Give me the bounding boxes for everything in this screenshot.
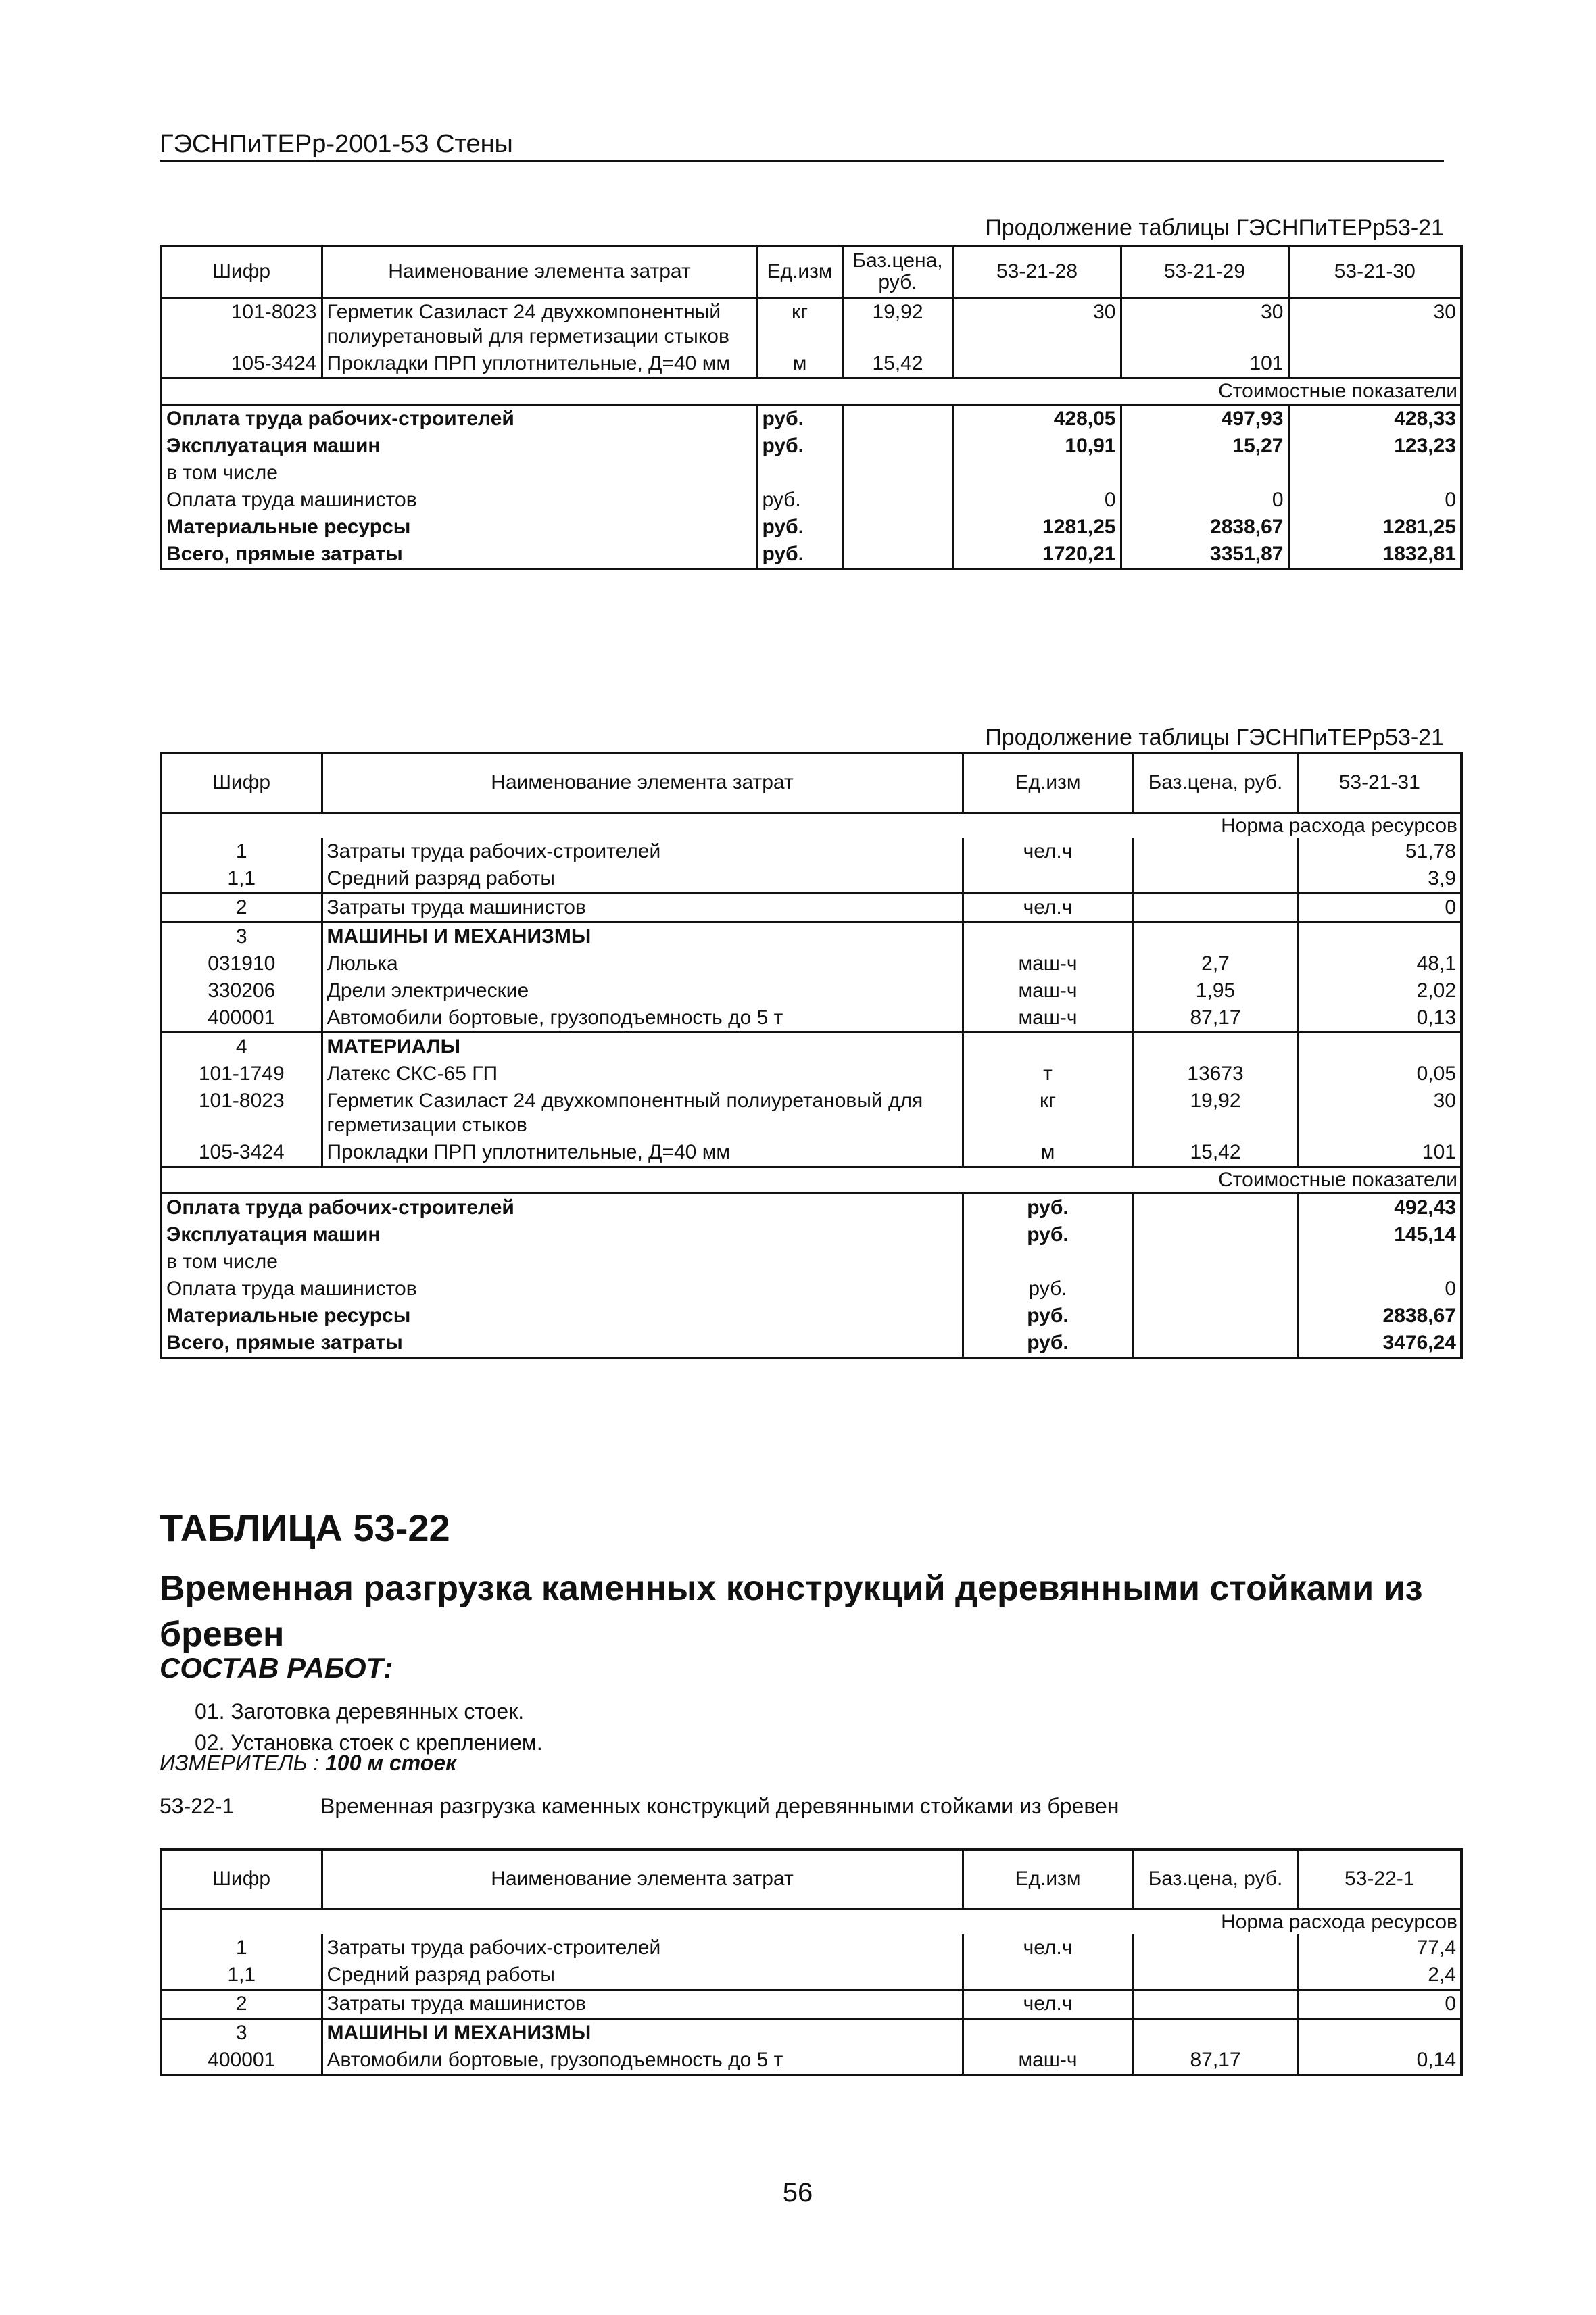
col-name: Наименование элемента затрат [322, 246, 757, 297]
cost-unit: руб. [757, 433, 842, 460]
cost-name: Материальные ресурсы [166, 1304, 411, 1327]
cell-value: 51,78 [1298, 838, 1461, 865]
col-name: Наименование элемента затрат [322, 1849, 963, 1909]
col-code: Шифр [161, 246, 322, 297]
cell-value: 101 [1298, 1139, 1461, 1167]
col-price: Баз.цена, руб. [1133, 1849, 1298, 1909]
work-step-1: 01. Заготовка деревянных стоек. [195, 1699, 525, 1724]
cost-value: 3351,87 [1121, 541, 1288, 569]
cost-value: 1832,81 [1288, 541, 1461, 569]
cell-unit [963, 1032, 1133, 1061]
cell-unit: чел.ч [963, 1989, 1133, 2018]
cell-price: 13673 [1133, 1061, 1298, 1088]
table-row [161, 865, 1461, 894]
cost-unit: руб. [757, 514, 842, 541]
cell-name: Латекс СКС-65 ГП [322, 1061, 963, 1088]
col-53-21-31: 53-21-31 [1298, 753, 1461, 812]
cell-unit: маш-ч [963, 1004, 1133, 1033]
cost-empty [1133, 1275, 1298, 1302]
table-row [161, 1061, 1461, 1088]
cost-name: Эксплуатация машин [166, 1223, 381, 1246]
cell-value: 30 [953, 297, 1121, 350]
cost-value: 428,05 [953, 404, 1121, 433]
cell-price: 15,42 [842, 350, 953, 379]
cell-unit: м [963, 1139, 1133, 1167]
table-row [161, 838, 1461, 865]
measure-unit [160, 1751, 456, 1776]
cell-name: Затраты труда рабочих-строителей [322, 1934, 963, 1961]
cost-unit: руб. [963, 1221, 1133, 1248]
cell-code: 1,1 [227, 1963, 256, 1986]
cost-unit [963, 1248, 1133, 1275]
work-step-2: 02. Установка стоек с креплением. [195, 1730, 543, 1755]
col-name: Наименование элемента затрат [322, 753, 963, 812]
continuation-note-2: Продолжение таблицы ГЭСНПиТЕРр53-21 [985, 725, 1444, 750]
cell-price [1133, 922, 1298, 950]
table-row [161, 297, 1461, 350]
col-53-22-1: 53-22-1 [1298, 1849, 1461, 1909]
cell-code: 2 [161, 1989, 322, 2018]
cost-row [161, 1248, 1461, 1275]
cost-value: 145,14 [1298, 1221, 1461, 1248]
cost-name: Оплата труда машинистов [166, 1277, 417, 1300]
cost-name: в том числе [166, 461, 278, 484]
cost-name: в том числе [166, 1250, 278, 1273]
col-unit: Ед.изм [963, 753, 1133, 812]
cell-price: 2,7 [1133, 950, 1298, 977]
table-row [161, 893, 1461, 922]
cell-price [1133, 838, 1298, 865]
table-53-21-part1 [160, 245, 1463, 570]
cell-value: 30 [1288, 297, 1461, 350]
table-title: Временная разгрузка каменных конструкций деревянными стойками из бревен [160, 1569, 1423, 1654]
col-53-21-29: 53-21-29 [1121, 246, 1288, 297]
col-53-21-30: 53-21-30 [1288, 246, 1461, 297]
cell-code: 400001 [208, 2048, 276, 2071]
cell-value: 0 [1298, 1989, 1461, 2018]
cell-price: 19,92 [842, 297, 953, 350]
item-code: 53-22-1 [160, 1794, 235, 1818]
table-heading: ТАБЛИЦА 53-22 [160, 1507, 450, 1549]
cost-name: Материальные ресурсы [166, 515, 411, 538]
cell-unit [963, 2018, 1133, 2047]
table-53-22 [160, 1848, 1463, 2076]
cell-name: Затраты труда рабочих-строителей [322, 838, 963, 865]
table-row [161, 1004, 1461, 1033]
cell-name: Автомобили бортовые, грузоподъемность до 5 т [322, 1004, 963, 1033]
table-row [161, 1032, 1461, 1061]
cell-unit: чел.ч [963, 1934, 1133, 1961]
cell-value: 101 [1121, 350, 1288, 379]
cost-value: 0 [953, 487, 1121, 514]
table-row [161, 350, 1461, 379]
table-row [161, 1989, 1461, 2018]
cell-value [1288, 350, 1461, 379]
cell-value: 2,02 [1298, 977, 1461, 1004]
cost-empty [1133, 1302, 1298, 1330]
col-unit: Ед.изм [757, 246, 842, 297]
cell-name: Средний разряд работы [322, 1961, 963, 1990]
cost-row [161, 433, 1461, 460]
cell-name: Средний разряд работы [322, 865, 963, 894]
work-composition-label: СОСТАВ РАБОТ: [160, 1652, 393, 1684]
cell-value [1298, 2018, 1461, 2047]
section-cost [161, 1167, 1461, 1193]
table-row [161, 950, 1461, 977]
cell-unit [963, 1961, 1133, 1990]
cost-row [161, 1221, 1461, 1248]
cell-value: 30 [1298, 1088, 1461, 1139]
cell-code: 031910 [208, 952, 276, 975]
cost-value: 1281,25 [1288, 514, 1461, 541]
cell-unit: кг [757, 297, 842, 350]
cell-value: 0,14 [1298, 2047, 1461, 2075]
cost-unit: руб. [963, 1302, 1133, 1330]
table-row [161, 922, 1461, 950]
cell-value: 48,1 [1298, 950, 1461, 977]
cell-value [1298, 1032, 1461, 1061]
cell-code: 101-8023 [231, 300, 317, 323]
cost-name: Оплата труда рабочих-строителей [161, 1193, 963, 1221]
cost-empty [1133, 1248, 1298, 1275]
cell-code: 330206 [208, 979, 276, 1002]
cell-value: 2,4 [1298, 1961, 1461, 1990]
section-cost [161, 378, 1461, 404]
cost-row [161, 460, 1461, 487]
cell-name: МАТЕРИАЛЫ [322, 1032, 963, 1061]
cell-value: 0,05 [1298, 1061, 1461, 1088]
cost-value: 0 [1288, 487, 1461, 514]
cost-name: Всего, прямые затраты [166, 542, 403, 565]
cell-code: 3 [161, 922, 322, 950]
cell-value: 30 [1121, 297, 1288, 350]
table-header-row [161, 753, 1461, 812]
cost-value [1288, 460, 1461, 487]
cell-code: 1,1 [227, 867, 256, 890]
cell-price: 1,95 [1133, 977, 1298, 1004]
cell-code: 105-3424 [198, 1140, 285, 1163]
cost-value: 492,43 [1298, 1193, 1461, 1221]
cell-code: 400001 [208, 1006, 276, 1029]
cell-name: МАШИНЫ И МЕХАНИЗМЫ [322, 2018, 963, 2047]
cost-row [161, 1275, 1461, 1302]
col-price: Баз.цена, руб. [842, 246, 953, 297]
cost-empty [842, 404, 953, 433]
cost-name: Всего, прямые затраты [166, 1331, 403, 1354]
cell-code: 3 [161, 2018, 322, 2047]
table-row [161, 1139, 1461, 1167]
cell-name: Герметик Сазиласт 24 двухкомпонентный полиуретановый для герметизации стыков [322, 297, 757, 350]
section-label: Стоимостные показатели [161, 378, 1461, 404]
cell-price: 19,92 [1133, 1088, 1298, 1139]
cost-value: 428,33 [1288, 404, 1461, 433]
cost-value: 123,23 [1288, 433, 1461, 460]
cell-unit: кг [963, 1088, 1133, 1139]
cell-name: Герметик Сазиласт 24 двухкомпонентный полиуретановый для герметизации стыков [322, 1088, 963, 1139]
cost-empty [842, 487, 953, 514]
cell-value: 0,13 [1298, 1004, 1461, 1033]
cell-unit: маш-ч [963, 950, 1133, 977]
cell-name: Затраты труда машинистов [322, 893, 963, 922]
cost-empty [842, 541, 953, 569]
cell-name: Дрели электрические [322, 977, 963, 1004]
cost-row [161, 514, 1461, 541]
cost-unit [757, 460, 842, 487]
page-number: 56 [782, 2178, 813, 2208]
table-row [161, 977, 1461, 1004]
cell-unit: маш-ч [963, 977, 1133, 1004]
cost-empty [842, 433, 953, 460]
cost-row [161, 404, 1461, 433]
cell-unit: м [757, 350, 842, 379]
cost-row [161, 1330, 1461, 1358]
cell-code: 2 [161, 893, 322, 922]
cost-value: 1720,21 [953, 541, 1121, 569]
cost-unit: руб. [757, 541, 842, 569]
cost-value: 2838,67 [1121, 514, 1288, 541]
table-header-row [161, 246, 1461, 297]
measure-label: ИЗМЕРИТЕЛЬ : [160, 1751, 320, 1775]
col-53-21-28: 53-21-28 [953, 246, 1121, 297]
cost-empty [842, 460, 953, 487]
cell-unit: т [963, 1061, 1133, 1088]
cell-price [1133, 893, 1298, 922]
cell-unit [963, 865, 1133, 894]
cost-value [1121, 460, 1288, 487]
cost-empty [1133, 1330, 1298, 1358]
cell-price [1133, 1032, 1298, 1061]
cost-value: 10,91 [953, 433, 1121, 460]
cost-name: Эксплуатация машин [166, 434, 381, 457]
col-code: Шифр [161, 753, 322, 812]
cell-code: 101-1749 [198, 1062, 285, 1085]
cell-unit: маш-ч [963, 2047, 1133, 2075]
cell-name: Автомобили бортовые, грузоподъемность до 5 т [322, 2047, 963, 2075]
cell-price: 15,42 [1133, 1139, 1298, 1167]
cell-value: 3,9 [1298, 865, 1461, 894]
cell-price: 87,17 [1133, 2047, 1298, 2075]
page-header: ГЭСНПиТЕРр-2001-53 Стены [160, 130, 1444, 162]
cell-unit [963, 922, 1133, 950]
cost-value: 497,93 [1121, 404, 1288, 433]
table-row [161, 2018, 1461, 2047]
cell-value: 0 [1298, 893, 1461, 922]
cost-empty [1133, 1193, 1298, 1221]
cell-price: 87,17 [1133, 1004, 1298, 1033]
cell-value: 77,4 [1298, 1934, 1461, 1961]
cost-value: 2838,67 [1298, 1302, 1461, 1330]
cost-value: 15,27 [1121, 433, 1288, 460]
cell-unit: чел.ч [963, 893, 1133, 922]
cell-value [1298, 922, 1461, 950]
cost-empty [842, 514, 953, 541]
cost-value: 3476,24 [1298, 1330, 1461, 1358]
cost-row [161, 541, 1461, 569]
cost-name: Оплата труда рабочих-строителей [161, 404, 757, 433]
item-name: Временная разгрузка каменных конструкций деревянными стойками из бревен [320, 1794, 1119, 1818]
table-row [161, 1088, 1461, 1139]
cost-unit: руб. [963, 1193, 1133, 1221]
cost-empty [1133, 1221, 1298, 1248]
cell-name: Затраты труда машинистов [322, 1989, 963, 2018]
cost-name: Оплата труда машинистов [166, 488, 417, 511]
cell-price [1133, 1961, 1298, 1990]
cell-name: Люлька [322, 950, 963, 977]
table-row [161, 2047, 1461, 2075]
section-label: Стоимостные показатели [161, 1167, 1461, 1193]
cell-unit: чел.ч [963, 838, 1133, 865]
section-norm: Норма расхода ресурсов [1221, 814, 1457, 837]
cell-price [1133, 865, 1298, 894]
cost-unit: руб. [757, 404, 842, 433]
cost-row [161, 1193, 1461, 1221]
cell-code: 1 [235, 1936, 247, 1959]
cost-value [953, 460, 1121, 487]
cell-value [953, 350, 1121, 379]
cell-code: 105-3424 [231, 351, 317, 374]
cost-row [161, 487, 1461, 514]
cost-value: 1281,25 [953, 514, 1121, 541]
cost-unit: руб. [757, 487, 842, 514]
measure-value: 100 м стоек [325, 1751, 457, 1775]
cost-value: 0 [1121, 487, 1288, 514]
section-norm: Норма расхода ресурсов [1221, 1910, 1457, 1933]
cell-code: 101-8023 [198, 1089, 285, 1112]
cost-unit: руб. [963, 1275, 1133, 1302]
cost-value [1298, 1248, 1461, 1275]
table-row [161, 1934, 1461, 1961]
col-code: Шифр [161, 1849, 322, 1909]
continuation-note-1: Продолжение таблицы ГЭСНПиТЕРр53-21 [985, 215, 1444, 241]
cell-code: 4 [161, 1032, 322, 1061]
cell-price [1133, 1989, 1298, 2018]
table-header-row [161, 1849, 1461, 1909]
cost-unit: руб. [963, 1330, 1133, 1358]
cell-name: Прокладки ПРП уплотнительные, Д=40 мм [322, 1139, 963, 1167]
cell-price [1133, 1934, 1298, 1961]
table-53-21-part2 [160, 752, 1463, 1359]
cost-value: 0 [1298, 1275, 1461, 1302]
cell-name: МАШИНЫ И МЕХАНИЗМЫ [322, 922, 963, 950]
cell-code: 1 [235, 839, 247, 862]
table-row [161, 1961, 1461, 1990]
cell-price [1133, 2018, 1298, 2047]
col-unit: Ед.изм [963, 1849, 1133, 1909]
col-price: Баз.цена, руб. [1133, 753, 1298, 812]
cost-row [161, 1302, 1461, 1330]
cell-name: Прокладки ПРП уплотнительные, Д=40 мм [322, 350, 757, 379]
